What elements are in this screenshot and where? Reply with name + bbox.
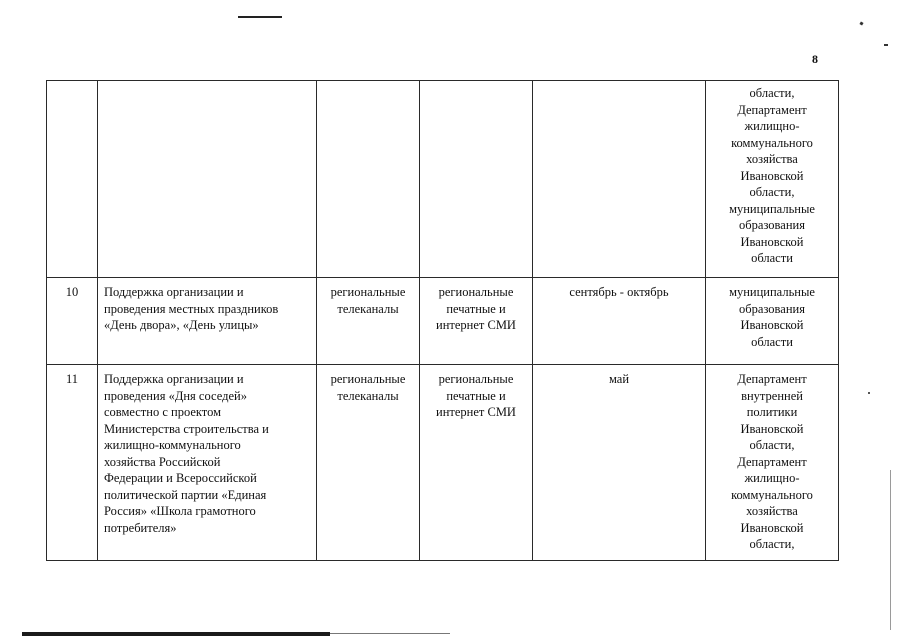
responsible-cell bbox=[706, 81, 839, 278]
responsible-cell bbox=[706, 365, 839, 561]
print-media-cell bbox=[420, 278, 533, 365]
scan-speck bbox=[868, 392, 870, 394]
responsible-text: муниципальные образования Ивановской области bbox=[729, 285, 815, 349]
table-row bbox=[47, 365, 839, 561]
print-media-text: региональные печатные и интернет СМИ bbox=[436, 372, 516, 419]
event-cell bbox=[98, 278, 317, 365]
scan-bottom-rule-thin bbox=[330, 633, 450, 634]
event-cell bbox=[98, 365, 317, 561]
scan-speck bbox=[884, 44, 888, 46]
tv-text: региональные телеканалы bbox=[330, 285, 406, 316]
responsible-cell bbox=[706, 278, 839, 365]
responsible-text: области, Департамент жилищно- коммунального хозяйства Ивановской области, муниципальные образования Ивановской области bbox=[729, 86, 815, 265]
page-number: 8 bbox=[812, 52, 818, 66]
print-media-cell bbox=[420, 81, 533, 278]
row-number-cell bbox=[47, 81, 98, 278]
tv-cell bbox=[317, 365, 420, 561]
print-media-cell bbox=[420, 365, 533, 561]
term-cell bbox=[533, 81, 706, 278]
table-row bbox=[47, 81, 839, 278]
events-table bbox=[46, 80, 839, 561]
tv-text: региональные телеканалы bbox=[330, 372, 406, 403]
term-cell bbox=[533, 365, 706, 561]
tv-cell bbox=[317, 81, 420, 278]
scan-edge-line bbox=[890, 470, 891, 630]
scan-speck bbox=[859, 21, 863, 25]
table-row bbox=[47, 278, 839, 365]
responsible-text: Департамент внутренней политики Ивановской области, Департамент жилищно- коммунального хозяйства Ивановской области, bbox=[731, 372, 813, 551]
row-number: 11 bbox=[65, 372, 79, 386]
term-text: сентябрь - октябрь bbox=[569, 285, 669, 299]
event-cell bbox=[98, 81, 317, 278]
term-cell bbox=[533, 278, 706, 365]
event-text: Поддержка организации и проведения местных праздников «День двора», «День улицы» bbox=[104, 285, 279, 332]
row-number: 10 bbox=[65, 285, 79, 299]
tv-cell bbox=[317, 278, 420, 365]
event-text: Поддержка организации и проведения «Дня соседей» совместно с проектом Министерства строительства и жилищно-коммунального хозяйства Российской Федерации и Всероссийской политической партии «Единая Россия» «Школа грамотного потребителя» bbox=[104, 372, 269, 535]
row-number-cell bbox=[47, 365, 98, 561]
scan-mark-top bbox=[238, 16, 282, 18]
print-media-text: региональные печатные и интернет СМИ bbox=[436, 285, 516, 332]
row-number-cell bbox=[47, 278, 98, 365]
term-text: май bbox=[608, 372, 630, 386]
scan-bottom-rule bbox=[22, 632, 330, 636]
